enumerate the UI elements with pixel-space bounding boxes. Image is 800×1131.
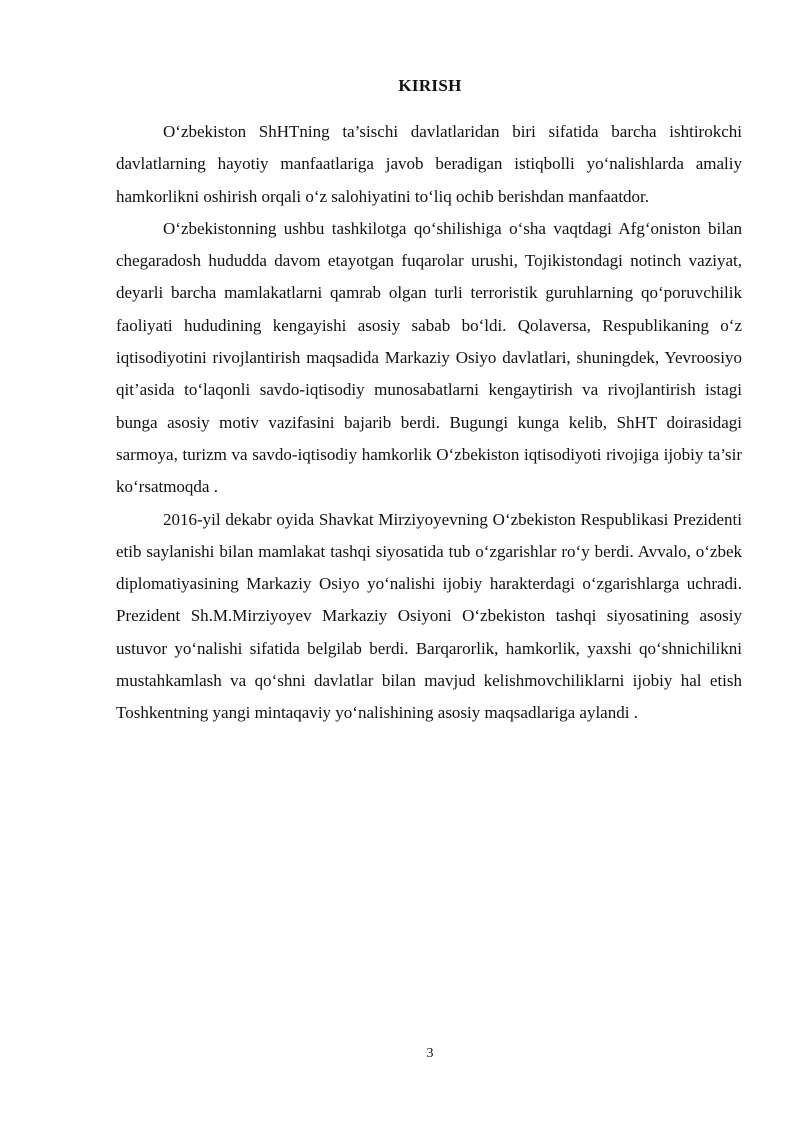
- paragraph-3: 2016-yil dekabr oyida Shavkat Mirziyoyevning O‘zbekiston Respublikasi Prezidenti etib saylanishi bilan mamlakat tashqi siyosatida tub o‘zgarishlar ro‘y berdi. Avvalo, o‘zbek diplomatiyasining Markaziy Osiyo yo‘nalishi ijobiy harakterdagi o‘zgarishlarga uchradi. Prezident Sh.M.Mirziyoyev Markaziy Osiyoni O‘zbekiston tashqi siyosatining asosiy ustuvor yo‘nalishi sifatida belgilab berdi. Barqarorlik, hamkorlik, yaxshi qo‘shnichilikni mustahkamlash va qo‘shni davlatlar bilan mavjud kelishmovchiliklarni ijobiy hal etish Toshkentning yangi mintaqaviy yo‘nalishining asosiy maqsadlariga aylandi .: [116, 509, 742, 723]
- paragraph-2: O‘zbekistonning ushbu tashkilotga qo‘shilishiga o‘sha vaqtdagi Afg‘oniston bilan chegaradosh hududda davom etayotgan fuqarolar urushi, Tojikistondagi notinch vaziyat, deyarli barcha mamlakatlarni qamrab olgan turli terroristik guruhlarning qo‘poruvchilik faoliyati hududining kengayishi asosiy sabab bo‘ldi. Qolaversa, Respublikaning o‘z iqtisodiyotini rivojlantirish maqsadida Markaziy Osiyo davlatlari, shuningdek, Yevroosiyo qit’asida to‘laqonli savdo-iqtisodiy munosabatlarni kengaytirish va rivojlantirish istagi bunga asosiy motiv vazifasini bajarib berdi. Bugungi kunga kelib, ShHT doirasidagi sarmoya, turizm va savdo-iqtisodiy hamkorlik O‘zbekiston iqtisodiyoti rivojiga ijobiy ta’sir ko‘rsatmoqda .: [116, 218, 742, 497]
- body-text: [116, 116, 742, 730]
- section-title: KIRISH: [398, 76, 462, 95]
- paragraph-1: O‘zbekiston ShHTning ta’sischi davlatlaridan biri sifatida barcha ishtirokchi davlatlarning hayotiy manfaatlariga javob beradigan istiqbolli yo‘nalishlarda amaliy hamkorlikni oshirish orqali o‘z salohiyatini to‘liq ochib berishdan manfaatdor.: [116, 122, 742, 206]
- page-number: 3: [426, 1046, 434, 1061]
